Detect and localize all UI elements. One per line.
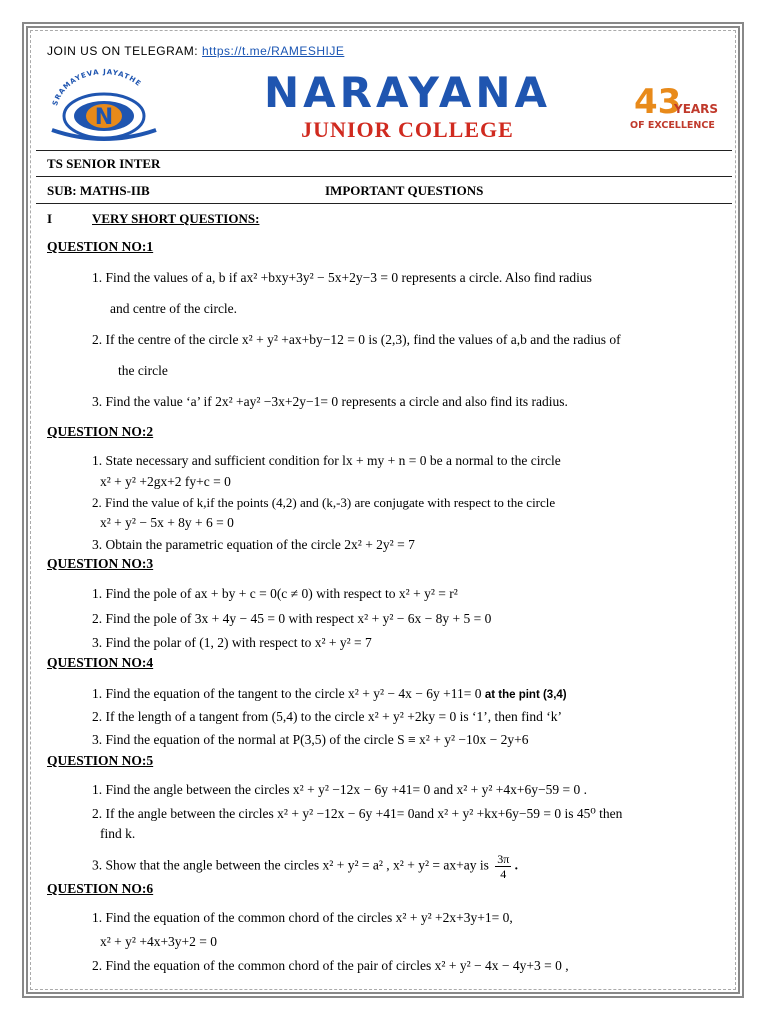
question-line: 1. Find the pole of ax + by + c = 0(c ≠ 0) with respect to x² + y² = r² [92,586,458,601]
years-badge [628,82,728,142]
question-line: x² + y² +2gx+2 fy+c = 0 [100,474,231,489]
question-line: 3. Obtain the parametric equation of the circle 2x² + 2y² = 7 [92,537,415,552]
question-line: 2. If the angle between the circles x² + y² −12x − 6y +41= 0and x² + y² +kx+6y−59 = 0 is 45⁰ then [92,806,623,821]
question-line: 1. Find the values of a, b if ax² +bxy+3y² − 5x+2y−3 = 0 represents a circle. Also find radius [92,270,592,285]
question-line: 2. If the length of a tangent from (5,4) to the circle x² + y² +2ky = 0 is ‘1’, then find ‘k’ [92,709,562,724]
brand-subtitle: JUNIOR COLLEGE [301,117,514,142]
divider [36,176,732,177]
years-number: 43 [634,82,682,122]
question-line: 2. Find the equation of the common chord of the pair of circles x² + y² − 4x − 4y+3 = 0 , [92,958,569,973]
question-heading-3: QUESTION NO:3 [47,556,154,571]
telegram-link[interactable]: https://t.me/RAMESHIJE [201,44,345,58]
question-line: 1. Find the angle between the circles x² + y² −12x − 6y +41= 0 and x² + y² +4x+6y−59 = 0 . [92,782,587,797]
question-heading-6: QUESTION NO:6 [47,881,154,896]
telegram-prefix: JOIN US ON TELEGRAM: [47,44,199,58]
question-line: the circle [118,363,168,378]
course-label: TS SENIOR INTER [47,156,161,171]
fraction [495,852,511,881]
question-line: 1. State necessary and sufficient condition for lx + my + n = 0 be a normal to the circle [92,453,561,468]
question-line: 3. Show that the angle between the circles x² + y² = a² , x² + y² = ax+ay is $\frac{3\pi}{4}$ . [92,852,519,881]
question-line: 3. Find the polar of (1, 2) with respect to x² + y² = 7 [92,635,372,650]
doc-type-label: IMPORTANT QUESTIONS [325,183,484,198]
question-line: 2. Find the value of k,if the points (4,2) and (k,-3) are conjugate with respect to the circle [92,495,556,510]
college-logo [42,66,166,144]
question-heading-5: QUESTION NO:5 [47,753,154,768]
question-line: 2. If the centre of the circle x² + y² +ax+by−12 = 0 is (2,3), find the values of a,b and the radius of [92,332,621,347]
brand-name: NARAYANA [263,68,552,117]
years-label: YEARS [674,102,719,116]
question-heading-2: QUESTION NO:2 [47,424,154,439]
question-line-text: 1. Find the equation of the tangent to the circle x² + y² − 4x − 6y +11= 0 [92,686,482,701]
section-number: I [47,211,53,226]
logo-letter: N [94,105,114,130]
question-line: find k. [100,826,136,841]
question-heading-4: QUESTION NO:4 [47,655,154,670]
section-title: VERY SHORT QUESTIONS: [92,211,260,226]
question-line-text: 3. Show that the angle between the circles x² + y² = a² , x² + y² = ax+ay is [92,857,489,873]
question-line: x² + y² +4x+3y+2 = 0 [100,934,218,949]
question-line [92,686,567,702]
question-heading-1: QUESTION NO:1 [47,239,154,254]
years-tag: OF EXCELLENCE [630,120,715,131]
fraction-denominator: 4 [500,867,507,881]
fraction-numerator: 3π [497,852,510,866]
question-line: 1. Find the equation of the common chord of the circles x² + y² +2x+3y+1= 0, [92,910,513,925]
question-line: and centre of the circle. [110,301,238,316]
question-line-extra: at the pint (3,4) [484,689,567,701]
question-line: x² + y² − 5x + 8y + 6 = 0 [100,515,234,530]
brand-block [205,68,610,143]
divider [36,150,732,151]
subject-label: SUB: MATHS-IIB [47,183,150,198]
question-line: 2. Find the pole of 3x + 4y − 45 = 0 with respect x² + y² − 6x − 8y + 5 = 0 [92,611,492,626]
telegram-banner [47,44,344,58]
question-line: 3. Find the value ‘a’ if 2x² +ay² −3x+2y−1= 0 represents a circle and also find its radius. [92,394,568,409]
logo-motto: SRAMAYEVA JAYATHE [51,67,143,107]
question-line: 3. Find the equation of the normal at P(3,5) of the circle S ≡ x² + y² −10x − 2y+6 [92,732,529,747]
divider [36,203,732,204]
